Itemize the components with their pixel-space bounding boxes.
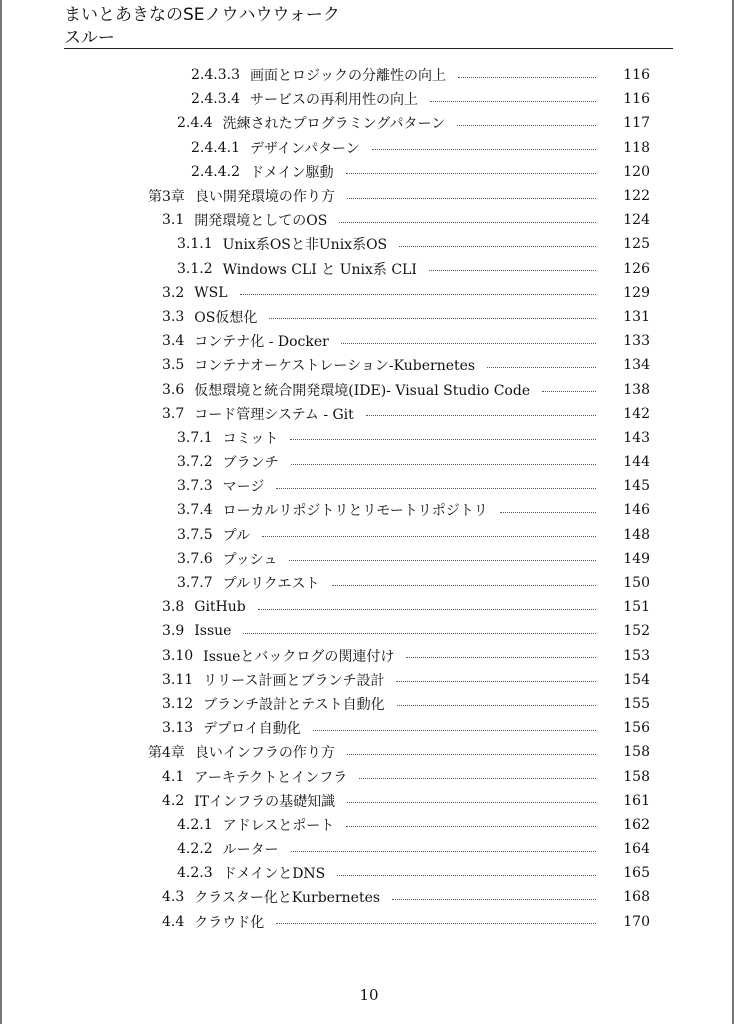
toc-entry-number: 4.2.1 (177, 816, 213, 833)
toc-entry-page: 116 (623, 91, 650, 108)
toc-dot-leader (392, 899, 596, 900)
toc-dot-leader (347, 754, 596, 755)
toc-entry-page: 150 (623, 575, 650, 592)
toc-entry-page: 156 (623, 720, 650, 737)
toc-entry-page: 142 (623, 405, 650, 422)
toc-entry-number: 4.3 (162, 889, 185, 906)
running-header (64, 4, 464, 50)
toc-entry-page: 151 (623, 599, 650, 616)
toc-entry-page: 152 (623, 623, 650, 640)
toc-entry[interactable] (2, 547, 734, 571)
toc-entry-number: 3.1 (162, 212, 185, 229)
toc-entry-title: ドメインとDNS (222, 866, 326, 883)
toc-dot-leader (366, 415, 596, 416)
toc-entry-title: コンテナ化 - Docker (194, 334, 329, 351)
toc-dot-leader (243, 633, 596, 634)
toc-entry-title: ブランチ (222, 455, 279, 472)
toc-entry-title: 洗練されたプログラミングパターン (222, 116, 446, 133)
toc-dot-leader (359, 778, 596, 779)
toc-entry[interactable] (2, 813, 734, 837)
toc-entry-page: 154 (623, 671, 650, 688)
toc-dot-leader (397, 705, 596, 706)
toc-entry[interactable] (2, 571, 734, 595)
toc-entry-page: 138 (623, 381, 650, 398)
toc-entry-number: 第3章 (148, 189, 185, 206)
toc-dot-leader (542, 391, 596, 392)
toc-entry-title: アドレスとポート (222, 817, 335, 834)
toc-entry[interactable] (2, 87, 734, 111)
toc-entry[interactable] (2, 668, 734, 692)
toc-entry-title: Issue (194, 623, 232, 640)
toc-entry-page: 146 (623, 502, 650, 519)
toc-entry-number: 3.3 (162, 308, 185, 325)
toc-entry-page: 129 (623, 284, 650, 301)
toc-entry-page: 155 (623, 695, 650, 712)
toc-entry-page: 170 (623, 913, 650, 930)
toc-entry-number: 3.4 (162, 333, 185, 350)
toc-entry-number: 4.1 (162, 768, 185, 785)
toc-entry[interactable] (2, 136, 734, 160)
toc-entry[interactable] (2, 426, 734, 450)
toc-dot-leader (487, 367, 596, 368)
toc-entry-number: 3.9 (162, 623, 185, 640)
toc-entry-title: 良いインフラの作り方 (194, 745, 335, 762)
toc-entry-number: 2.4.3.4 (191, 91, 240, 108)
toc-entry-page: 126 (623, 260, 650, 277)
toc-entry[interactable] (2, 402, 734, 426)
toc-entry-page: 148 (623, 526, 650, 543)
toc-dot-leader (346, 826, 596, 827)
toc-entry-number: 3.13 (162, 720, 194, 737)
toc-entry[interactable] (2, 619, 734, 643)
toc-entry[interactable] (2, 523, 734, 547)
toc-entry-title: マージ (222, 479, 265, 496)
header-title-line2: スルー (64, 28, 115, 48)
toc-dot-leader (291, 464, 596, 465)
toc-entry-page: 143 (623, 429, 650, 446)
toc-entry[interactable] (2, 498, 734, 522)
toc-entry-title: デプロイ自動化 (203, 721, 301, 738)
toc-entry-number: 3.10 (162, 647, 194, 664)
toc-entry-title: 良い開発環境の作り方 (194, 189, 335, 206)
toc-entry-title: ブランチ設計とテスト自動化 (203, 696, 385, 713)
toc-entry-number: 第4章 (148, 745, 185, 762)
toc-dot-leader (269, 318, 596, 319)
toc-entry-number: 3.7.6 (177, 550, 213, 567)
toc-entry[interactable] (2, 160, 734, 184)
toc-entry[interactable] (2, 305, 734, 329)
toc-entry-page: 168 (623, 889, 650, 906)
toc-entry[interactable] (2, 257, 734, 281)
toc-entry-number: 3.12 (162, 695, 194, 712)
toc-entry-page: 144 (623, 454, 650, 471)
toc-entry-page: 117 (623, 115, 650, 132)
toc-entry-number: 4.2.2 (177, 841, 213, 858)
toc-entry-page: 133 (623, 333, 650, 350)
toc-entry-page: 118 (623, 139, 650, 156)
toc-entry[interactable] (2, 474, 734, 498)
toc-entry-page: 161 (623, 792, 650, 809)
footer-page-number: 10 (359, 986, 379, 1004)
toc-entry-number: 3.11 (162, 671, 194, 688)
toc-entry-number: 3.7.5 (177, 526, 213, 543)
toc-entry-number: 3.7 (162, 405, 185, 422)
toc-entry-number: 3.1.1 (177, 236, 213, 253)
toc-entry-title: サービスの再利用性の向上 (249, 92, 418, 109)
toc-entry-number: 3.1.2 (177, 260, 213, 277)
header-rule (64, 48, 673, 49)
toc-dot-leader (457, 125, 596, 126)
toc-dot-leader (240, 294, 596, 295)
toc-entry-title: プッシュ (222, 551, 278, 568)
toc-entry[interactable] (2, 595, 734, 619)
toc-entry-title: プルリクエスト (222, 576, 320, 593)
toc-entry[interactable] (2, 377, 734, 401)
toc-dot-leader (347, 802, 596, 803)
toc-entry-page: 116 (623, 67, 650, 84)
toc-dot-leader (258, 609, 596, 610)
toc-entry-page: 125 (623, 236, 650, 253)
toc-entry-page: 158 (623, 744, 650, 761)
toc-entry[interactable] (2, 861, 734, 885)
toc-entry-title: リリース計画とブランチ設計 (203, 672, 385, 689)
toc-entry[interactable] (2, 329, 734, 353)
toc-entry-title: Issueとバックログの関連付け (203, 648, 395, 665)
toc-dot-leader (290, 439, 596, 440)
toc-entry-title: コンテナオーケストレーション-Kubernetes (194, 358, 476, 375)
toc-entry-page: 134 (623, 357, 650, 374)
toc-entry[interactable] (2, 692, 734, 716)
toc-entry-title: GitHub (194, 599, 246, 616)
toc-entry-number: 3.2 (162, 284, 185, 301)
toc-entry-page: 145 (623, 478, 650, 495)
toc-entry-page: 124 (623, 212, 650, 229)
toc-entry-title: 開発環境としてのOS (194, 213, 328, 230)
toc-entry-page: 158 (623, 768, 650, 785)
toc-dot-leader (399, 246, 596, 247)
header-title-line1: まいとあきなのSEノウハウウォーク (64, 5, 340, 25)
toc-dot-leader (276, 488, 596, 489)
toc-entry[interactable] (2, 450, 734, 474)
toc-entry[interactable] (2, 910, 734, 934)
toc-dot-leader (276, 923, 596, 924)
toc-entry-title: プル (222, 527, 251, 544)
toc-dot-leader (372, 149, 596, 150)
toc-entry-title: コミット (222, 430, 279, 447)
toc-entry-title: OS仮想化 (194, 309, 258, 326)
toc-entry-title: クラウド化 (194, 914, 265, 931)
toc-entry[interactable] (2, 184, 734, 208)
toc-entry-page: 120 (623, 163, 650, 180)
toc-entry-number: 3.8 (162, 599, 185, 616)
toc-entry-title: クラスター化とKurbernetes (194, 890, 381, 907)
toc-entry-title: Windows CLI と Unix系 CLI (222, 261, 417, 278)
toc-dot-leader (430, 101, 596, 102)
toc-dot-leader (337, 875, 596, 876)
toc-entry-title: ローカルリポジトリとリモートリポジトリ (222, 503, 488, 520)
toc-entry[interactable] (2, 740, 734, 764)
toc-dot-leader (289, 560, 596, 561)
toc-entry-number: 2.4.3.3 (191, 67, 240, 84)
toc-entry-page: 153 (623, 647, 650, 664)
toc-entry-title: 画面とロジックの分離性の向上 (249, 68, 446, 85)
toc-dot-leader (406, 657, 596, 658)
toc-entry-number: 4.4 (162, 913, 185, 930)
toc-entry-number: 2.4.4 (177, 115, 213, 132)
toc-dot-leader (332, 585, 596, 586)
toc-entry-page: 149 (623, 550, 650, 567)
toc-entry-number: 3.7.1 (177, 429, 213, 446)
toc-entry-number: 4.2.3 (177, 865, 213, 882)
toc-entry[interactable] (2, 232, 734, 256)
toc-entry-page: 122 (623, 188, 650, 205)
toc-entry[interactable] (2, 837, 734, 861)
toc-entry-title: 仮想環境と統合開発環境(IDE)- Visual Studio Code (194, 382, 531, 399)
toc-dot-leader (347, 198, 596, 199)
toc-entry-title: Unix系OSと非Unix系OS (222, 237, 388, 254)
toc-dot-leader (262, 536, 596, 537)
toc-entry-number: 4.2 (162, 792, 185, 809)
toc-entry-page: 164 (623, 841, 650, 858)
toc-dot-leader (339, 222, 596, 223)
toc-dot-leader (500, 512, 596, 513)
toc-entry-number: 3.7.3 (177, 478, 213, 495)
toc-entry-page: 162 (623, 816, 650, 833)
toc-entry[interactable] (2, 63, 734, 87)
toc-entry[interactable] (2, 208, 734, 232)
toc-entry-number: 3.7.4 (177, 502, 213, 519)
toc-dot-leader (346, 173, 596, 174)
toc-entry[interactable] (2, 716, 734, 740)
toc-entry[interactable] (2, 764, 734, 788)
toc-entry-title: ITインフラの基礎知識 (194, 793, 336, 810)
toc-entry-page: 165 (623, 865, 650, 882)
toc-entry-number: 2.4.4.2 (191, 163, 240, 180)
toc-entry-number: 3.5 (162, 357, 185, 374)
table-of-contents (2, 63, 734, 934)
toc-entry[interactable] (2, 789, 734, 813)
toc-entry-number: 2.4.4.1 (191, 139, 240, 156)
toc-entry-title: ルーター (222, 842, 279, 859)
toc-dot-leader (458, 77, 596, 78)
toc-entry-title: アーキテクトとインフラ (194, 769, 348, 786)
toc-entry-title: WSL (194, 284, 228, 301)
toc-dot-leader (341, 343, 596, 344)
toc-dot-leader (313, 730, 596, 731)
toc-entry[interactable] (2, 644, 734, 668)
toc-entry-page: 131 (623, 308, 650, 325)
toc-entry[interactable] (2, 885, 734, 909)
toc-entry-title: コード管理システム - Git (194, 406, 354, 423)
toc-entry-number: 3.6 (162, 381, 185, 398)
toc-entry-number: 3.7.7 (177, 575, 213, 592)
toc-entry-title: デザインパターン (249, 140, 360, 157)
toc-entry[interactable] (2, 281, 734, 305)
toc-dot-leader (396, 681, 596, 682)
toc-entry-title: ドメイン駆動 (249, 164, 334, 181)
toc-entry[interactable] (2, 111, 734, 135)
toc-entry[interactable] (2, 353, 734, 377)
toc-dot-leader (429, 270, 596, 271)
toc-entry-number: 3.7.2 (177, 454, 213, 471)
toc-dot-leader (291, 851, 596, 852)
